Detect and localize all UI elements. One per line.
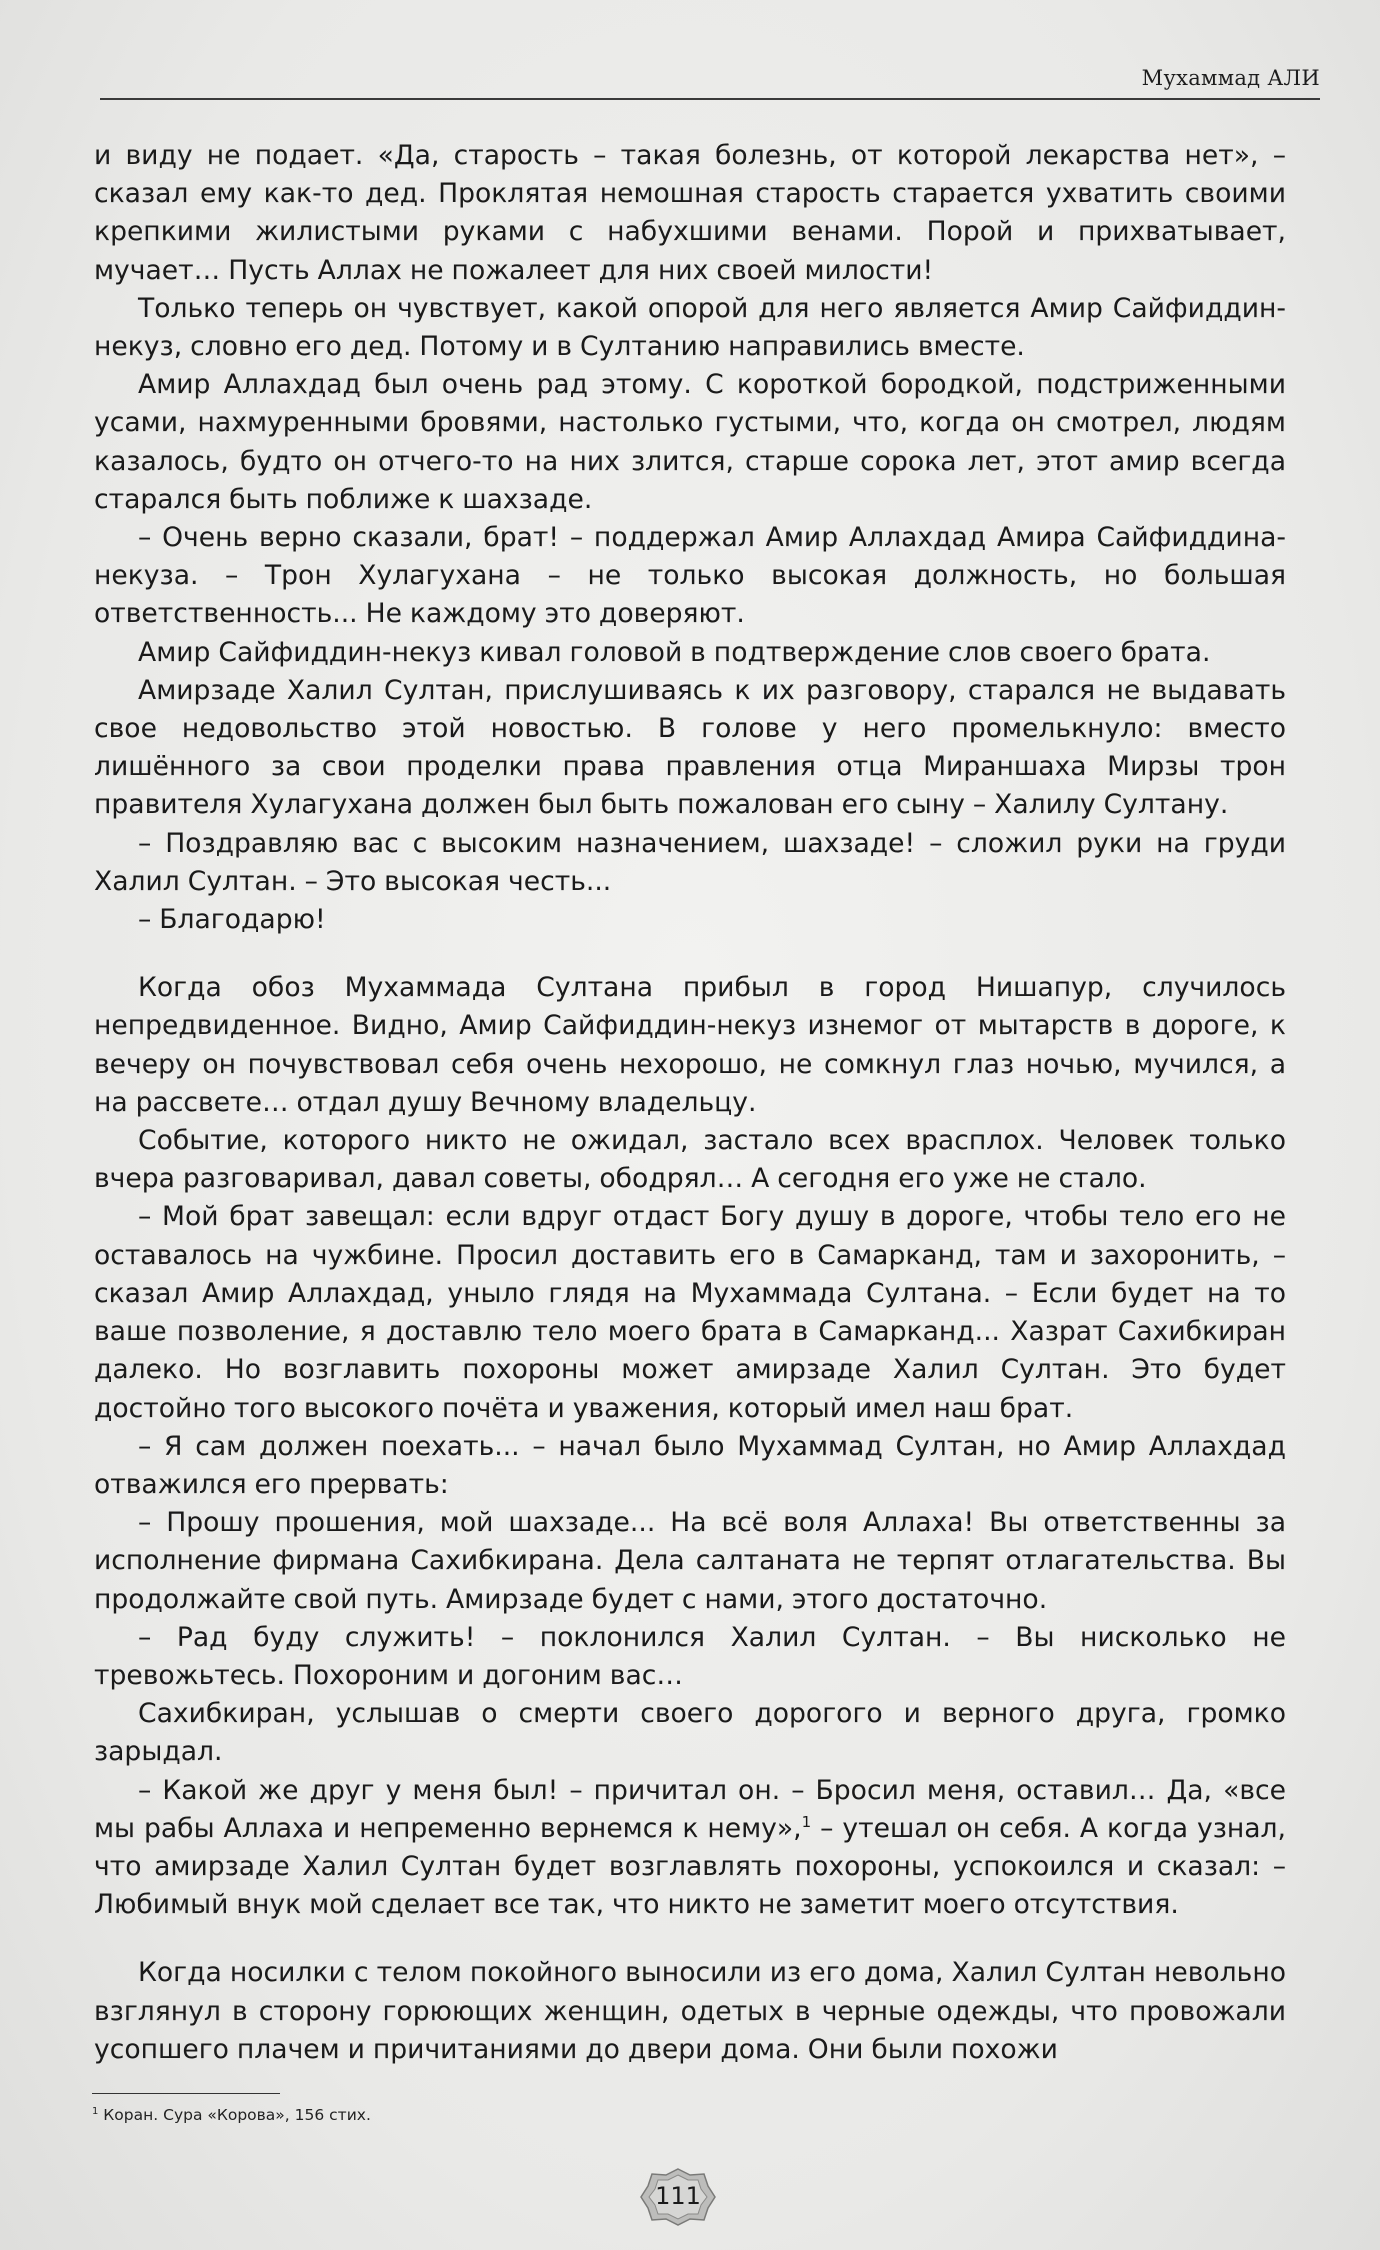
paragraph-with-footnote-ref (94, 1772, 1286, 1925)
footnote-marker: 1 (92, 2105, 99, 2117)
paragraph-text-continued: – утешал он себя. А когда узнал, что амирзаде Халил Султан будет возглавлять похороны, успокоился и сказал: – Любимый внук мой сделает все так, что никто не заметит моего отсутствия. (94, 1812, 1286, 1921)
paragraph: Амир Сайфиддин-некуз кивал головой в подтверждение слов своего брата. (138, 636, 1211, 668)
footnote-rule (92, 2093, 280, 2094)
paragraph: Сахибкиран, услышав о смерти своего дорогого и верного друга, громко зарыдал. (94, 1698, 1286, 1768)
paragraph: – Я сам должен поехать... – начал было Мухаммад Султан, но Амир Аллахдад отважился его прервать: (94, 1430, 1286, 1500)
footnote (92, 2106, 792, 2124)
paragraph: Когда носилки с телом покойного выносили из его дома, Халил Султан невольно взглянул в сторону горюющих женщин, одетых в черные одежды, что провожали усопшего плачем и причитаниями до двери дома. Они были похожи (94, 1957, 1286, 2065)
body-text (94, 137, 1286, 2069)
paragraph: Амирзаде Халил Султан, прислушиваясь к их разговору, старался не выдавать свое недовольство этой новостью. В голове у него промелькнуло: вместо лишённого за свои проделки права правления отца Мираншаха Мирзы трон правителя Хулагухана должен был быть пожалован его сыну – Халилу Султану. (94, 674, 1286, 821)
running-header (100, 62, 1320, 100)
footnote-text: Коран. Сура «Корова», 156 стих. (98, 2106, 371, 2124)
paragraph: – Поздравляю вас с высоким назначением, шахзаде! – сложил руки на груди Халил Султан. – Это высокая честь... (94, 827, 1286, 897)
page-number: 111 (655, 2182, 701, 2210)
paragraph: Только теперь он чувствует, какой опорой для него является Амир Сайфиддин-некуз, словно его дед. Потому и в Султанию направились вместе. (94, 292, 1286, 363)
paragraph: – Прошу прошения, мой шахзаде... На всё воля Аллаха! Вы ответственны за исполнение фирмана Сахибкирана. Дела салтаната не терпят отлагательства. Вы продолжайте свой путь. Амирзаде будет с нами, этого достаточно. (94, 1507, 1286, 1615)
paragraph: и виду не подает. «Да, старость – такая болезнь, от которой лекарства нет», – сказал ему как-то дед. Проклятая немошная старость старается ухватить своими крепкими жилистыми руками с набухшими венами. Порой и прихватывает, мучает… Пусть Аллах не пожалеет для них своей милости! (94, 140, 1286, 286)
paragraph: Событие, которого никто не ожидал, застало всех врасплох. Человек только вчера разговаривал, давал советы, ободрял… А сегодня его уже не стало. (94, 1125, 1286, 1195)
paragraph-text: – Какой же друг у меня был! – причитал он. – Бросил меня, оставил… Да, «все мы рабы Аллаха и непременно вернемся к нему», (94, 1774, 1286, 1844)
paragraph: Когда обоз Мухаммада Султана прибыл в город Нишапур, случилось непредвиденное. Видно, Амир Сайфиддин-некуз изнемог от мытарств в дороге, к вечеру он почувствовал себя очень нехорошо, не сомкнул глаз ночью, мучился, а на рассвете… отдал душу Вечному владельцу. (94, 972, 1286, 1118)
header-author: Мухаммад АЛИ (1141, 66, 1320, 90)
paragraph: – Рад буду служить! – поклонился Халил Султан. – Вы нисколько не тревожьтесь. Похороним и догоним вас… (94, 1621, 1286, 1691)
paragraph: – Мой брат завещал: если вдруг отдаст Богу душу в дороге, чтобы тело его не оставалось на чужбине. Просил доставить его в Самарканд, там и захоронить, – сказал Амир Аллахдад, уныло глядя на Мухаммада Султана. – Если будет на то ваше позволение, я доставлю тело моего брата в Самарканд... Хазрат Сахибкиран далеко. Но возглавить похороны может амирзаде Халил Султан. Это будет достойно того высокого почёта и уважения, который имел наш брат. (94, 1201, 1286, 1424)
page-number-badge (640, 2168, 716, 2226)
footnote-reference: 1 (801, 1812, 812, 1831)
paragraph: – Благодарю! (138, 904, 326, 936)
paragraph: Амир Аллахдад был очень рад этому. С короткой бородкой, подстриженными усами, нахмуренными бровями, настолько густыми, что, когда он смотрел, людям казалось, будто он отчего-то на них злится, старше сорока лет, этот амир всегда старался быть поближе к шахзаде. (94, 369, 1286, 515)
paragraph: – Очень верно сказали, брат! – поддержал Амир Аллахдад Амира Сайфиддина-некуза. – Трон Хулагухана – не только высокая должность, но большая ответственность... Не каждому это доверяют. (94, 522, 1286, 630)
